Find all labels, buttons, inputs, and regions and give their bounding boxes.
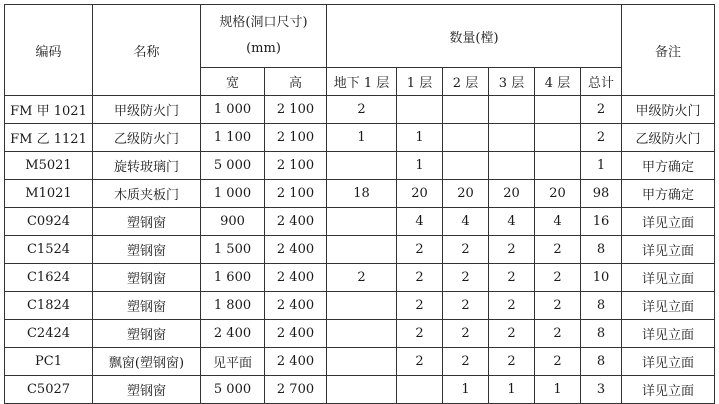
- count-b1: 2: [327, 264, 397, 292]
- header-note: 备注: [622, 5, 715, 96]
- header-floor-4: 4 层: [535, 68, 581, 96]
- cell-height: 2 100: [265, 96, 327, 124]
- table-row: [5, 264, 715, 292]
- count-b1: 2: [327, 96, 397, 124]
- cell-width: 1 500: [201, 236, 265, 264]
- count-floor-3: 2: [489, 264, 535, 292]
- header-row: [5, 5, 715, 68]
- cell-code: C5027: [5, 376, 93, 404]
- cell-code: M1021: [5, 180, 93, 208]
- count-b1: 1: [327, 124, 397, 152]
- count-floor-1: 20: [397, 180, 443, 208]
- cell-code: C1824: [5, 292, 93, 320]
- count-floor-3: [489, 96, 535, 124]
- count-b1: 18: [327, 180, 397, 208]
- count-total: 1: [581, 152, 622, 180]
- count-floor-2: 2: [443, 348, 489, 376]
- count-floor-4: [535, 124, 581, 152]
- table-row: [5, 180, 715, 208]
- table-body: [5, 96, 715, 404]
- cell-height: 2 700: [265, 376, 327, 404]
- count-floor-1: 1: [397, 152, 443, 180]
- cell-name: 塑钢窗: [93, 264, 201, 292]
- count-total: 8: [581, 320, 622, 348]
- cell-width: 2 400: [201, 320, 265, 348]
- cell-code: FM 甲 1021: [5, 96, 93, 124]
- cell-height: 2 400: [265, 236, 327, 264]
- count-floor-3: 2: [489, 236, 535, 264]
- count-b1: [327, 208, 397, 236]
- count-floor-4: 1: [535, 376, 581, 404]
- count-floor-3: 1: [489, 376, 535, 404]
- cell-name: 旋转玻璃门: [93, 152, 201, 180]
- cell-note: 详见立面: [622, 264, 715, 292]
- header-spec-title: 规格(洞口尺寸): [219, 15, 308, 30]
- count-floor-4: 2: [535, 348, 581, 376]
- table-row: [5, 292, 715, 320]
- header-name: 名称: [93, 5, 201, 96]
- count-floor-1: [397, 376, 443, 404]
- count-floor-1: 2: [397, 320, 443, 348]
- header-quantity: 数量(樘): [327, 5, 622, 68]
- count-floor-3: 2: [489, 320, 535, 348]
- count-floor-4: [535, 152, 581, 180]
- cell-height: 2 400: [265, 208, 327, 236]
- cell-code: C1624: [5, 264, 93, 292]
- cell-code: C0924: [5, 208, 93, 236]
- count-floor-2: 2: [443, 264, 489, 292]
- cell-height: 2 100: [265, 124, 327, 152]
- count-total: 8: [581, 236, 622, 264]
- count-floor-4: [535, 96, 581, 124]
- cell-note: 详见立面: [622, 320, 715, 348]
- count-b1: [327, 376, 397, 404]
- cell-note: 甲方确定: [622, 180, 715, 208]
- cell-code: M5021: [5, 152, 93, 180]
- cell-code: C2424: [5, 320, 93, 348]
- count-total: 3: [581, 376, 622, 404]
- table-row: [5, 376, 715, 404]
- cell-name: 塑钢窗: [93, 236, 201, 264]
- count-b1: [327, 292, 397, 320]
- count-total: 98: [581, 180, 622, 208]
- count-total: 2: [581, 124, 622, 152]
- count-floor-4: 2: [535, 236, 581, 264]
- cell-width: 1 800: [201, 292, 265, 320]
- table-row: [5, 348, 715, 376]
- count-b1: [327, 236, 397, 264]
- count-total: 8: [581, 292, 622, 320]
- count-total: 2: [581, 96, 622, 124]
- cell-code: FM 乙 1121: [5, 124, 93, 152]
- header-spec-unit: (mm): [246, 41, 281, 56]
- count-floor-2: 4: [443, 208, 489, 236]
- count-floor-3: 2: [489, 292, 535, 320]
- count-floor-1: 1: [397, 124, 443, 152]
- cell-name: 塑钢窗: [93, 208, 201, 236]
- cell-width: 1 600: [201, 264, 265, 292]
- cell-name: 塑钢窗: [93, 320, 201, 348]
- count-total: 10: [581, 264, 622, 292]
- header-code: 编码: [5, 5, 93, 96]
- cell-note: 详见立面: [622, 292, 715, 320]
- count-total: 8: [581, 348, 622, 376]
- table-row: [5, 208, 715, 236]
- count-floor-3: [489, 124, 535, 152]
- cell-name: 木质夹板门: [93, 180, 201, 208]
- count-floor-2: [443, 152, 489, 180]
- header-height: 高: [265, 68, 327, 96]
- cell-width: 1 000: [201, 180, 265, 208]
- cell-width: 5 000: [201, 152, 265, 180]
- cell-height: 2 100: [265, 180, 327, 208]
- count-floor-1: [397, 96, 443, 124]
- count-b1: [327, 152, 397, 180]
- header-total: 总计: [581, 68, 622, 96]
- cell-height: 2 100: [265, 152, 327, 180]
- count-b1: [327, 348, 397, 376]
- header-floor-1: 1 层: [397, 68, 443, 96]
- count-floor-2: [443, 96, 489, 124]
- cell-note: 详见立面: [622, 208, 715, 236]
- count-total: 16: [581, 208, 622, 236]
- count-floor-3: 2: [489, 348, 535, 376]
- count-floor-2: 20: [443, 180, 489, 208]
- cell-name: 塑钢窗: [93, 376, 201, 404]
- cell-width: 5 000: [201, 376, 265, 404]
- count-floor-1: 4: [397, 208, 443, 236]
- count-floor-1: 2: [397, 348, 443, 376]
- header-floor-2: 2 层: [443, 68, 489, 96]
- count-floor-3: 20: [489, 180, 535, 208]
- count-floor-4: 2: [535, 264, 581, 292]
- count-floor-4: 4: [535, 208, 581, 236]
- table-row: [5, 320, 715, 348]
- header-width: 宽: [201, 68, 265, 96]
- cell-height: 2 400: [265, 292, 327, 320]
- count-floor-2: [443, 124, 489, 152]
- cell-width: 900: [201, 208, 265, 236]
- table-row: [5, 152, 715, 180]
- count-floor-2: 2: [443, 292, 489, 320]
- cell-name: 甲级防火门: [93, 96, 201, 124]
- cell-width: 见平面: [201, 348, 265, 376]
- count-floor-3: 4: [489, 208, 535, 236]
- count-floor-2: 2: [443, 320, 489, 348]
- header-floor-3: 3 层: [489, 68, 535, 96]
- count-floor-1: 2: [397, 292, 443, 320]
- count-floor-2: 1: [443, 376, 489, 404]
- count-floor-3: [489, 152, 535, 180]
- cell-note: 详见立面: [622, 376, 715, 404]
- count-floor-1: 2: [397, 264, 443, 292]
- table-row: [5, 124, 715, 152]
- cell-note: 详见立面: [622, 348, 715, 376]
- cell-note: 甲方确定: [622, 152, 715, 180]
- count-floor-4: 2: [535, 320, 581, 348]
- cell-name: 飘窗(塑钢窗): [93, 348, 201, 376]
- cell-note: 乙级防火门: [622, 124, 715, 152]
- count-floor-4: 20: [535, 180, 581, 208]
- cell-code: PC1: [5, 348, 93, 376]
- count-floor-2: 2: [443, 236, 489, 264]
- table-row: [5, 96, 715, 124]
- cell-name: 乙级防火门: [93, 124, 201, 152]
- cell-height: 2 400: [265, 320, 327, 348]
- cell-width: 1 100: [201, 124, 265, 152]
- cell-height: 2 400: [265, 264, 327, 292]
- door-window-schedule-table: [4, 4, 715, 404]
- cell-height: 2 400: [265, 348, 327, 376]
- cell-name: 塑钢窗: [93, 292, 201, 320]
- cell-code: C1524: [5, 236, 93, 264]
- cell-note: 甲级防火门: [622, 96, 715, 124]
- count-b1: [327, 320, 397, 348]
- cell-width: 1 000: [201, 96, 265, 124]
- table-row: [5, 236, 715, 264]
- header-floor-b1: 地下 1 层: [327, 68, 397, 96]
- count-floor-4: 2: [535, 292, 581, 320]
- cell-note: 详见立面: [622, 236, 715, 264]
- header-spec: [201, 5, 327, 68]
- count-floor-1: 2: [397, 236, 443, 264]
